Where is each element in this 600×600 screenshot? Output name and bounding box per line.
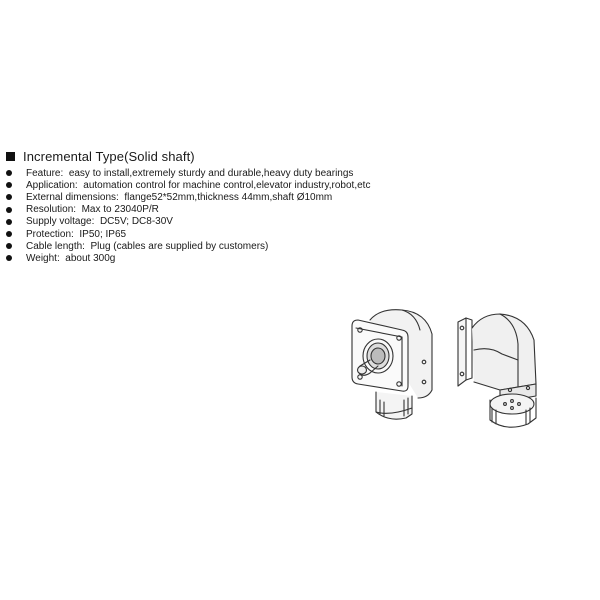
- spec-value: Max to 23040P/R: [81, 204, 159, 216]
- spec-value: Plug (cables are supplied by customers): [90, 240, 269, 252]
- spec-item-protection: [6, 228, 370, 240]
- spec-label: External dimensions:: [26, 191, 119, 203]
- spec-item-weight: [6, 252, 370, 264]
- bullet-icon: [6, 194, 12, 200]
- spec-item-resolution: [6, 204, 370, 216]
- spec-value: easy to install,extremely sturdy and durable,heavy duty bearings: [68, 167, 354, 179]
- bullet-icon: [6, 219, 12, 225]
- bullet-icon: [6, 231, 12, 237]
- spec-label: Feature:: [26, 167, 64, 179]
- spec-value: DC5V; DC8-30V: [99, 216, 173, 228]
- spec-label: Supply voltage:: [26, 216, 95, 228]
- spec-value: about 300g: [65, 252, 116, 264]
- spec-label: Cable length:: [26, 240, 85, 252]
- bullet-icon: [6, 170, 12, 176]
- encoder-rear-view: [458, 314, 536, 427]
- bullet-icon: [6, 207, 12, 213]
- spec-value: automation control for machine control,elevator industry,robot,etc: [83, 179, 371, 191]
- spec-label: Protection:: [26, 228, 74, 240]
- spec-item-feature: [6, 167, 370, 179]
- encoder-front-view: [352, 310, 432, 419]
- spec-item-dimensions: [6, 191, 370, 203]
- encoder-illustration: [340, 300, 555, 440]
- spec-label: Weight:: [26, 252, 60, 264]
- section-title: Incremental Type(Solid shaft): [23, 149, 195, 164]
- bullet-icon: [6, 255, 12, 261]
- bullet-icon: [6, 243, 12, 249]
- section-heading: [6, 149, 195, 164]
- spec-value: IP50; IP65: [79, 228, 127, 240]
- spec-label: Application:: [26, 179, 78, 191]
- spec-label: Resolution:: [26, 204, 77, 216]
- bullet-icon: [6, 182, 12, 188]
- square-bullet-icon: [6, 152, 15, 161]
- spec-list: [6, 167, 370, 265]
- spec-item-cable: [6, 240, 370, 252]
- spec-item-application: [6, 179, 370, 191]
- spec-value: flange52*52mm,thickness 44mm,shaft Ø10mm: [124, 191, 333, 203]
- spec-item-voltage: [6, 216, 370, 228]
